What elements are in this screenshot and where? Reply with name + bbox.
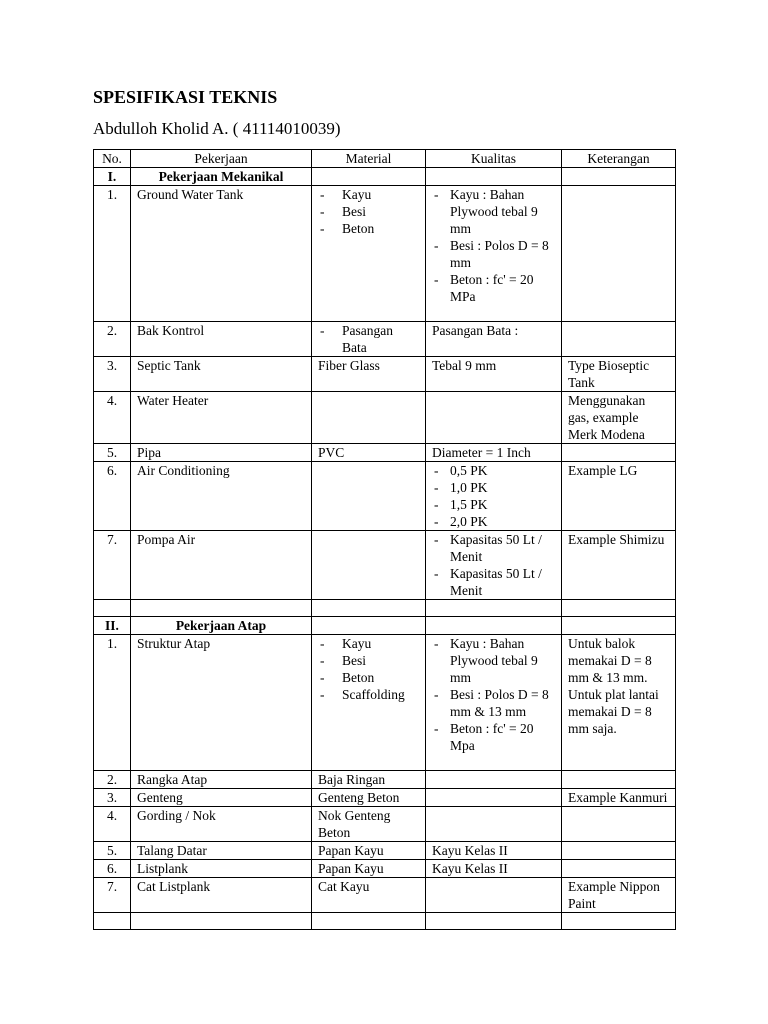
material-list	[318, 635, 419, 703]
kualitas-list	[432, 635, 555, 754]
kualitas-cell	[426, 878, 562, 913]
empty-cell	[562, 617, 676, 635]
empty-cell	[312, 913, 426, 930]
material-list	[318, 186, 419, 237]
table-row	[94, 789, 676, 807]
row-number: 5.	[94, 444, 131, 462]
table-row	[94, 635, 676, 771]
kualitas-cell	[426, 807, 562, 842]
kualitas-list	[432, 186, 555, 305]
pekerjaan-cell: Struktur Atap	[131, 635, 312, 771]
section-row	[94, 617, 676, 635]
header-pekerjaan: Pekerjaan	[131, 150, 312, 168]
table-row	[94, 392, 676, 444]
kualitas-list	[432, 531, 555, 599]
pekerjaan-cell: Pipa	[131, 444, 312, 462]
empty-cell	[94, 600, 131, 617]
empty-cell	[562, 600, 676, 617]
kualitas-cell: Pasangan Bata :	[426, 322, 562, 357]
list-item: - Beton	[318, 669, 419, 686]
section-number: II.	[94, 617, 131, 635]
empty-cell	[312, 168, 426, 186]
table-row	[94, 600, 676, 617]
material-cell: Papan Kayu	[312, 842, 426, 860]
keterangan-cell: Type Bioseptic Tank	[562, 357, 676, 392]
list-item: - Pasangan Bata	[318, 322, 419, 356]
keterangan-cell	[562, 842, 676, 860]
keterangan-cell: Example LG	[562, 462, 676, 531]
keterangan-cell: Menggunakan gas, example Merk Modena	[562, 392, 676, 444]
table-row	[94, 913, 676, 930]
row-number: 4.	[94, 392, 131, 444]
row-number: 6.	[94, 860, 131, 878]
list-item: - Beton : fc' = 20 MPa	[432, 271, 555, 305]
list-item: - Kayu	[318, 635, 419, 652]
keterangan-cell: Example Shimizu	[562, 531, 676, 600]
section-row	[94, 168, 676, 186]
empty-cell	[312, 600, 426, 617]
section-title: Pekerjaan Atap	[131, 617, 312, 635]
material-list	[318, 322, 419, 356]
material-cell	[312, 462, 426, 531]
row-number: 1.	[94, 186, 131, 322]
list-item: - Kapasitas 50 Lt / Menit	[432, 531, 555, 565]
kualitas-cell	[426, 771, 562, 789]
list-item: - 1,5 PK	[432, 496, 555, 513]
pekerjaan-cell: Water Heater	[131, 392, 312, 444]
row-number: 3.	[94, 357, 131, 392]
list-item: - Beton	[318, 220, 419, 237]
list-item: - 0,5 PK	[432, 462, 555, 479]
list-item: - Kayu : Bahan Plywood tebal 9 mm	[432, 186, 555, 237]
table-row	[94, 807, 676, 842]
kualitas-list	[432, 462, 555, 530]
pekerjaan-cell: Cat Listplank	[131, 878, 312, 913]
table-row	[94, 462, 676, 531]
table-row	[94, 322, 676, 357]
empty-cell	[426, 168, 562, 186]
table-header-row	[94, 150, 676, 168]
keterangan-cell: Example Kanmuri	[562, 789, 676, 807]
list-item: - Besi : Polos D = 8 mm & 13 mm	[432, 686, 555, 720]
list-item: - Scaffolding	[318, 686, 419, 703]
material-cell	[312, 322, 426, 357]
header-kualitas: Kualitas	[426, 150, 562, 168]
pekerjaan-cell: Pompa Air	[131, 531, 312, 600]
keterangan-cell	[562, 771, 676, 789]
table-row	[94, 531, 676, 600]
header-material: Material	[312, 150, 426, 168]
keterangan-cell: Example Nippon Paint	[562, 878, 676, 913]
spec-table	[93, 149, 676, 930]
keterangan-cell	[562, 322, 676, 357]
table-row	[94, 771, 676, 789]
list-item: - Kayu	[318, 186, 419, 203]
keterangan-cell	[562, 860, 676, 878]
kualitas-cell: Kayu Kelas II	[426, 860, 562, 878]
empty-cell	[562, 913, 676, 930]
empty-cell	[94, 913, 131, 930]
empty-cell	[131, 913, 312, 930]
table-row	[94, 842, 676, 860]
pekerjaan-cell: Gording / Nok	[131, 807, 312, 842]
material-cell	[312, 635, 426, 771]
empty-cell	[426, 617, 562, 635]
table-body	[94, 168, 676, 930]
keterangan-cell	[562, 444, 676, 462]
material-cell: Fiber Glass	[312, 357, 426, 392]
row-number: 7.	[94, 531, 131, 600]
table-row	[94, 186, 676, 322]
document-title: SPESIFIKASI TEKNIS	[93, 87, 278, 107]
pekerjaan-cell: Ground Water Tank	[131, 186, 312, 322]
row-number: 2.	[94, 322, 131, 357]
list-item: - Kapasitas 50 Lt / Menit	[432, 565, 555, 599]
empty-cell	[131, 600, 312, 617]
table-row	[94, 878, 676, 913]
material-cell: Cat Kayu	[312, 878, 426, 913]
section-title: Pekerjaan Mekanikal	[131, 168, 312, 186]
kualitas-cell	[426, 531, 562, 600]
kualitas-cell	[426, 635, 562, 771]
empty-cell	[562, 168, 676, 186]
list-item: - Besi	[318, 652, 419, 669]
table-row	[94, 860, 676, 878]
row-number: 7.	[94, 878, 131, 913]
kualitas-cell	[426, 789, 562, 807]
empty-cell	[426, 600, 562, 617]
row-number: 2.	[94, 771, 131, 789]
empty-cell	[312, 617, 426, 635]
kualitas-cell	[426, 462, 562, 531]
pekerjaan-cell: Genteng	[131, 789, 312, 807]
row-number: 4.	[94, 807, 131, 842]
list-item: - Besi	[318, 203, 419, 220]
pekerjaan-cell: Rangka Atap	[131, 771, 312, 789]
list-item: - 2,0 PK	[432, 513, 555, 530]
material-cell: Baja Ringan	[312, 771, 426, 789]
keterangan-cell	[562, 807, 676, 842]
kualitas-cell	[426, 392, 562, 444]
material-cell	[312, 186, 426, 322]
material-cell: Genteng Beton	[312, 789, 426, 807]
kualitas-cell: Tebal 9 mm	[426, 357, 562, 392]
kualitas-cell: Kayu Kelas II	[426, 842, 562, 860]
material-cell	[312, 531, 426, 600]
table-row	[94, 444, 676, 462]
material-cell: Nok Genteng Beton	[312, 807, 426, 842]
pekerjaan-cell: Air Conditioning	[131, 462, 312, 531]
material-cell: Papan Kayu	[312, 860, 426, 878]
list-item: - Kayu : Bahan Plywood tebal 9 mm	[432, 635, 555, 686]
pekerjaan-cell: Bak Kontrol	[131, 322, 312, 357]
pekerjaan-cell: Talang Datar	[131, 842, 312, 860]
header-keterangan: Keterangan	[562, 150, 676, 168]
material-cell	[312, 392, 426, 444]
empty-cell	[426, 913, 562, 930]
list-item: - Beton : fc' = 20 Mpa	[432, 720, 555, 754]
keterangan-cell: Untuk balok memakai D = 8 mm & 13 mm. Untuk plat lantai memakai D = 8 mm saja.	[562, 635, 676, 771]
row-number: 5.	[94, 842, 131, 860]
keterangan-cell	[562, 186, 676, 322]
row-number: 3.	[94, 789, 131, 807]
table-row	[94, 357, 676, 392]
section-number: I.	[94, 168, 131, 186]
kualitas-cell: Diameter = 1 Inch	[426, 444, 562, 462]
list-item: - Besi : Polos D = 8 mm	[432, 237, 555, 271]
material-cell: PVC	[312, 444, 426, 462]
row-number: 1.	[94, 635, 131, 771]
header-no: No.	[94, 150, 131, 168]
row-number: 6.	[94, 462, 131, 531]
document-author: Abdulloh Kholid A. ( 41114010039)	[93, 119, 341, 138]
list-item: - 1,0 PK	[432, 479, 555, 496]
pekerjaan-cell: Septic Tank	[131, 357, 312, 392]
pekerjaan-cell: Listplank	[131, 860, 312, 878]
kualitas-cell	[426, 186, 562, 322]
